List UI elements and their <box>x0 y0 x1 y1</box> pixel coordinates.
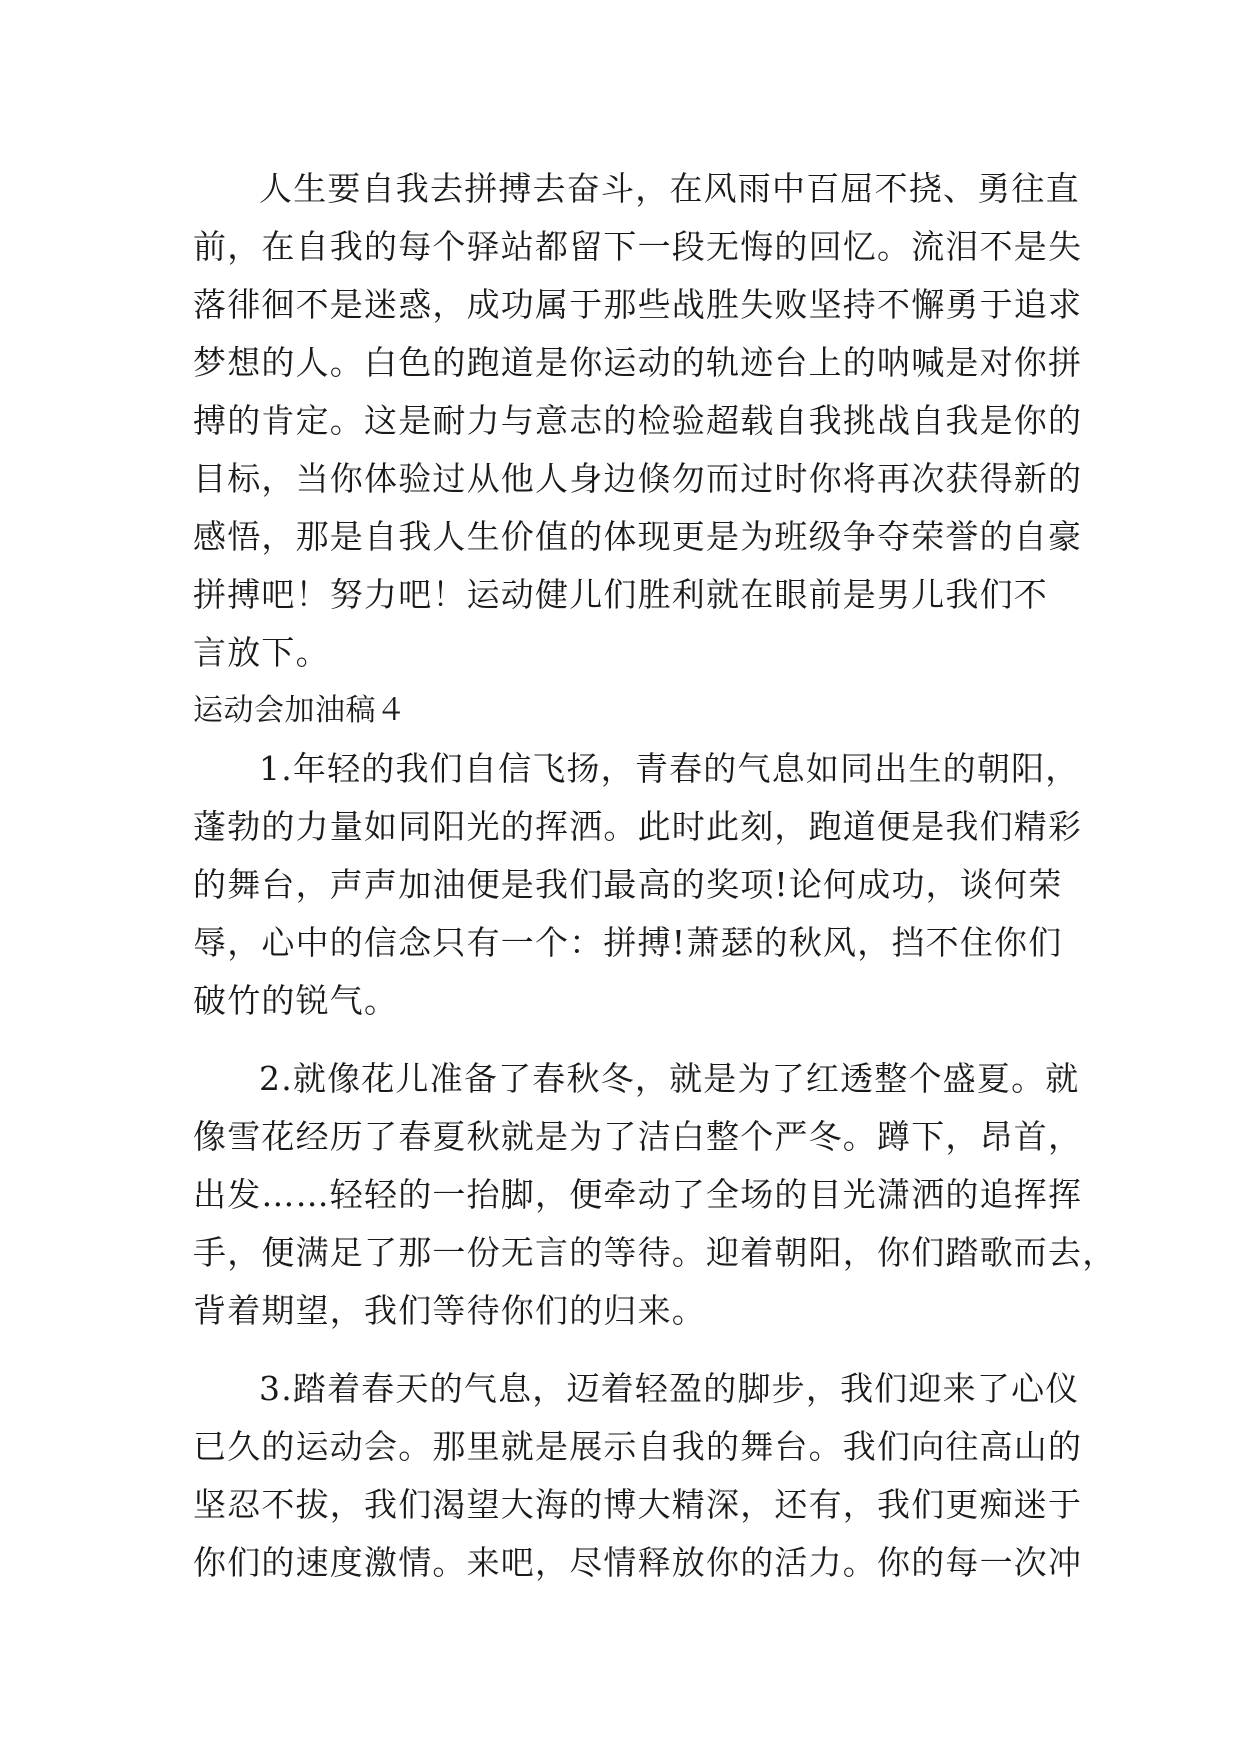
text-line: 梦想的人。白色的跑道是你运动的轨迹台上的呐喊是对你拼 <box>193 343 1083 382</box>
list-item-3 <box>193 1360 1083 1592</box>
text-line: 落徘徊不是迷惑，成功属于那些战胜失败坚持不懈勇于追求 <box>193 285 1083 324</box>
text-line: 的舞台，声声加油便是我们最高的奖项!论何成功，谈何荣 <box>193 865 1063 904</box>
text-line: 人生要自我去拼搏去奋斗，在风雨中百屈不挠、勇往直 <box>259 169 1080 208</box>
text-line: 手，便满足了那一份无言的等待。迎着朝阳，你们踏歌而去， <box>193 1233 1117 1272</box>
text-line: 破竹的锐气。 <box>193 981 399 1020</box>
paragraph-spacer <box>193 1340 1053 1360</box>
text-line: 1.年轻的我们自信飞扬，青春的气息如同出生的朝阳， <box>259 749 1080 788</box>
text-line: 拼搏吧！努力吧！运动健儿们胜利就在眼前是男儿我们不 <box>193 575 1048 614</box>
paragraph-1 <box>193 160 1083 682</box>
section-heading: 运动会加油稿４ <box>193 693 407 728</box>
text-line: 2.就像花儿准备了春秋冬，就是为了红透整个盛夏。就 <box>259 1059 1080 1098</box>
text-line: 感悟，那是自我人生价值的体现更是为班级争夺荣誉的自豪 <box>193 517 1083 556</box>
text-line: 背着期望，我们等待你们的归来。 <box>193 1291 706 1330</box>
text-line: 蓬勃的力量如同阳光的挥洒。此时此刻，跑道便是我们精彩 <box>193 807 1083 846</box>
text-line: 言放下。 <box>193 633 330 672</box>
text-line: 3.踏着春天的气息，迈着轻盈的脚步，我们迎来了心仪 <box>259 1369 1080 1408</box>
text-line: 出发……轻轻的一抬脚，便牵动了全场的目光潇洒的追挥挥 <box>193 1175 1083 1214</box>
text-line: 目标，当你体验过从他人身边倏勿而过时你将再次获得新的 <box>193 459 1083 498</box>
text-line: 像雪花经历了春夏秋就是为了洁白整个严冬。蹲下，昂首， <box>193 1117 1083 1156</box>
document-body <box>193 160 1117 1592</box>
list-item-2 <box>193 1050 1117 1340</box>
list-item-1 <box>193 740 1083 1030</box>
paragraph-spacer <box>193 1030 1053 1050</box>
text-line: 前，在自我的每个驿站都留下一段无悔的回忆。流泪不是失 <box>193 227 1083 266</box>
text-line: 坚忍不拔，我们渴望大海的博大精深，还有，我们更痴迷于 <box>193 1485 1083 1524</box>
text-line: 搏的肯定。这是耐力与意志的检验超载自我挑战自我是你的 <box>193 401 1083 440</box>
text-line: 已久的运动会。那里就是展示自我的舞台。我们向往高山的 <box>193 1427 1083 1466</box>
text-line: 你们的速度激情。来吧，尽情释放你的活力。你的每一次冲 <box>193 1543 1083 1582</box>
text-line: 辱，心中的信念只有一个：拼搏!萧瑟的秋风，挡不住你们 <box>193 923 1063 962</box>
